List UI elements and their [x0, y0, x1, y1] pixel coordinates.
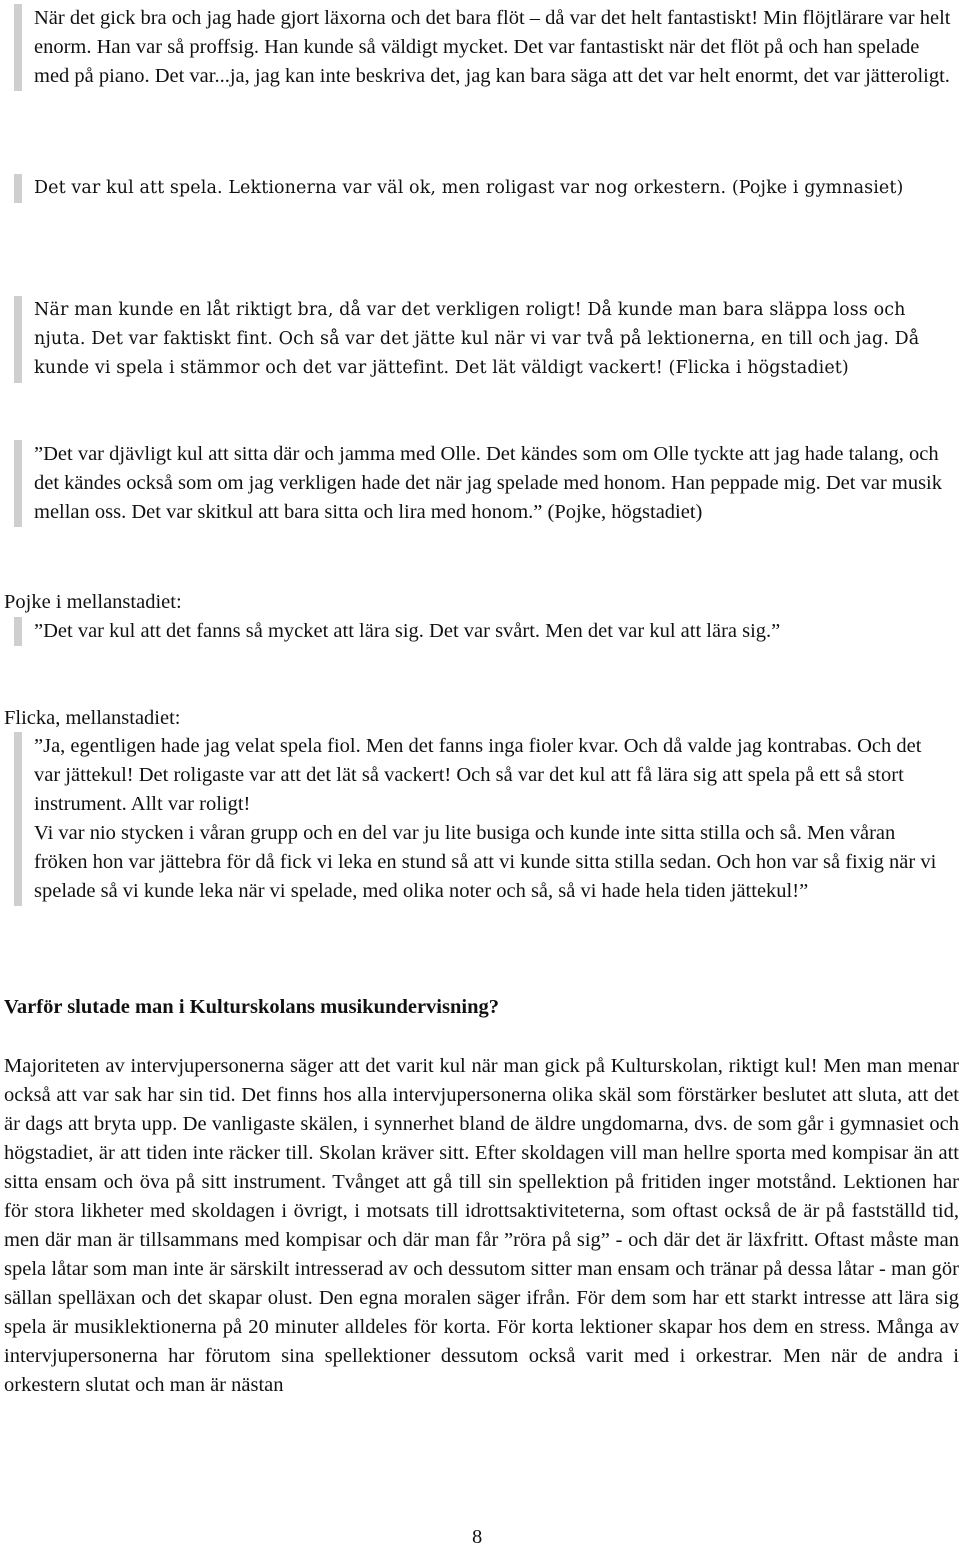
- quote-block: [14, 617, 952, 646]
- quote-text: ”Det var kul att det fanns så mycket att lära sig. Det var svårt. Men det var kul att lära sig.”: [34, 620, 781, 642]
- quote-block: [14, 296, 952, 383]
- body-paragraph: Majoriteten av intervjupersonerna säger att det varit kul när man gick på Kulturskolan, riktigt kul! Men man menar också att var sak har sin tid. Det finns hos alla intervjupersonerna olika skäl som förstärker beslutet att sluta, att det är dags att bryta upp. De vanligaste skälen, i synnerhet bland de äldre ungdomarna, dvs. de som går i gymnasiet och högstadiet, är att tiden inte räcker till. Skolan kräver sitt. Efter skoldagen vill man hellre sporta med kompisar än att sitta ensam och öva på sitt instrument. Tvånget att gå till sin spellektion på fritiden inger motstånd. Lektionen har för stora likheter med skoldagen i övrigt, i motsats till idrottsaktiviteterna, som oftast också de är på fastställd tid, men där man är tillsammans med kompisar och där man får ”röra på sig” - och där det är läxfritt. Oftast måste man spela låtar som man inte är särskilt intresserad av och dessutom sitter man ensam och tränar på dessa låtar - man gör sällan spelläxan och det skapar olust. Den egna moralen säger ifrån. För dem som har ett starkt intresse att lära sig spela är musiklektionerna på 20 minuter alldeles för korta. För korta lektioner skapar hos dem en stress. Många av intervjupersonerna har förutom sina spellektioner dessutom också varit med i orkestrar. Men när de andra i orkestern slutat och man är nästan: [4, 1055, 959, 1396]
- quote-block: [14, 732, 952, 906]
- quote-block: [14, 174, 952, 203]
- quote-text-continued: Vi var nio stycken i våran grupp och en del var ju lite busiga och kunde inte sitta stilla och så. Men våran fröken hon var jättebra för då fick vi leka en stund så att vi kunde sitta stilla sedan. Och hon var så fixig när vi spelade så vi kunde leka när vi spelade, med olika noter och så, så vi hade hela tiden jättekul!”: [34, 822, 937, 902]
- quote-text: ”Ja, egentligen hade jag velat spela fiol. Men det fanns inga fioler kvar. Och då valde jag kontrabas. Och det var jättekul! Det roligaste var att det lät så vackert! Och så var det kul att få lära sig att spela på ett så stort instrument. Allt var roligt!: [34, 735, 922, 815]
- speaker-label: Pojke i mellanstadiet:: [4, 591, 182, 613]
- quote-text: Det var kul att spela. Lektionerna var väl ok, men roligast var nog orkestern. (Pojke i gymnasiet): [34, 178, 904, 198]
- quote-block: [14, 440, 952, 527]
- section-heading: Varför slutade man i Kulturskolans musikundervisning?: [4, 996, 499, 1018]
- speaker-label: Flicka, mellanstadiet:: [4, 707, 181, 729]
- quote-text: ”Det var djävligt kul att sitta där och jamma med Olle. Det kändes som om Olle tyckte att jag hade talang, och det kändes också som om jag verkligen hade det när jag spelade med honom. Han peppade mig. Det var musik mellan oss. Det var skitkul att bara sitta och lira med honom.” (Pojke, högstadiet): [34, 443, 943, 523]
- page-number: 8: [472, 1526, 483, 1548]
- quote-text: När man kunde en låt riktigt bra, då var det verkligen roligt! Då kunde man bara släppa loss och njuta. Det var faktiskt fint. Och så var det jätte kul när vi var två på lektionerna, en till och jag. Då kunde vi spela i stämmor och det var jättefint. Det lät väldigt vackert! (Flicka i högstadiet): [34, 300, 920, 378]
- quote-block: [14, 4, 952, 91]
- quote-text: När det gick bra och jag hade gjort läxorna och det bara flöt – då var det helt fantastiskt! Min flöjtlärare var helt enorm. Han var så proffsig. Han kunde så väldigt mycket. Det var fantastiskt när det flöt på och han spelade med på piano. Det var...ja, jag kan inte beskriva det, jag kan bara säga att det var helt enormt, det var jätteroligt.: [34, 7, 951, 87]
